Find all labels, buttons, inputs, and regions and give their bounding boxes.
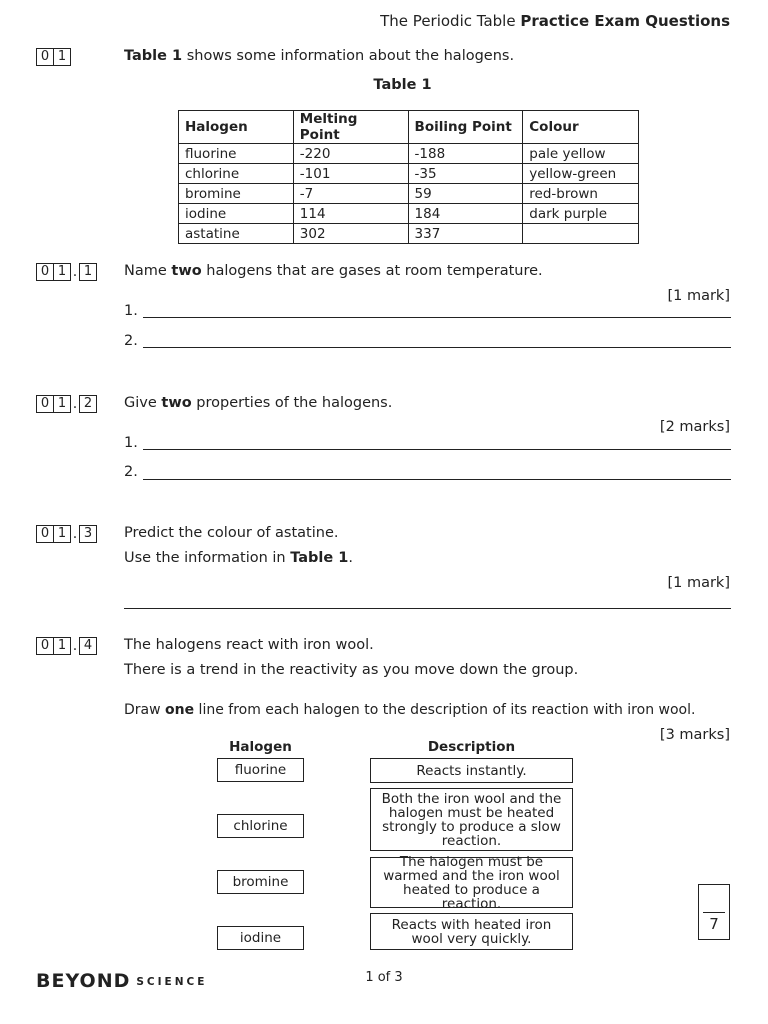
- table-cell: iodine: [179, 204, 294, 224]
- marks-label: [2 marks]: [659, 419, 730, 435]
- table-row: [179, 164, 639, 184]
- halogen-box-bromine[interactable]: bromine: [217, 870, 304, 894]
- description-box[interactable]: The halogen must be warmed and the iron wool heated to produce a reaction.: [370, 857, 573, 908]
- header-title: Practice Exam Questions: [520, 12, 730, 30]
- table-cell: [523, 224, 639, 244]
- table-cell: 184: [408, 204, 523, 224]
- table-cell: -35: [408, 164, 523, 184]
- answer-line[interactable]: [124, 608, 731, 609]
- table-header: Boiling Point: [408, 111, 523, 144]
- table-title: Table 1: [373, 77, 432, 93]
- marks-label: [1 mark]: [667, 288, 730, 304]
- table-cell: 337: [408, 224, 523, 244]
- question-01-3-text-2: Use the information in Table 1.: [124, 550, 353, 566]
- table-cell: pale yellow: [523, 144, 639, 164]
- table-cell: dark purple: [523, 204, 639, 224]
- halogen-box-iodine[interactable]: iodine: [217, 926, 304, 950]
- table-cell: -220: [293, 144, 408, 164]
- question-01-4-text-1: The halogens react with iron wool.: [124, 637, 374, 653]
- question-number-01: 0 1: [36, 48, 71, 66]
- answer-label: 2.: [124, 464, 138, 480]
- question-number-01-2: 0 1 . 2: [36, 395, 97, 413]
- answer-line-1[interactable]: [143, 317, 731, 318]
- marks-label: [3 marks]: [659, 727, 730, 743]
- table-cell: yellow-green: [523, 164, 639, 184]
- table-cell: bromine: [179, 184, 294, 204]
- table-cell: fluorine: [179, 144, 294, 164]
- table-cell: red-brown: [523, 184, 639, 204]
- header-subject: The Periodic Table: [380, 12, 516, 30]
- table-header: Melting Point: [293, 111, 408, 144]
- halogen-column-heading: Halogen: [229, 739, 292, 755]
- table-cell: 114: [293, 204, 408, 224]
- table-cell: chlorine: [179, 164, 294, 184]
- answer-label: 2.: [124, 333, 138, 349]
- question-number-01-1: 0 1 . 1: [36, 263, 97, 281]
- table-row: [179, 184, 639, 204]
- description-column-heading: Description: [427, 739, 516, 755]
- table-cell: -188: [408, 144, 523, 164]
- answer-line-2[interactable]: [143, 347, 731, 348]
- description-box[interactable]: Reacts instantly.: [370, 758, 573, 783]
- question-01-4-instruction: Draw one line from each halogen to the description of its reaction with iron wool.: [124, 702, 696, 718]
- question-01-1-text: Name two halogens that are gases at room temperature.: [124, 263, 543, 279]
- halogen-table: [178, 110, 639, 244]
- question-01-text: Table 1 shows some information about the halogens.: [124, 48, 515, 64]
- score-box[interactable]: [698, 884, 730, 940]
- description-box[interactable]: Both the iron wool and the halogen must be heated strongly to produce a slow reaction.: [370, 788, 573, 851]
- table-header: Halogen: [179, 111, 294, 144]
- question-01-4-text-2: There is a trend in the reactivity as you move down the group.: [124, 662, 579, 678]
- halogen-box-fluorine[interactable]: fluorine: [217, 758, 304, 782]
- page-number: 1 of 3: [365, 970, 403, 985]
- table-cell: astatine: [179, 224, 294, 244]
- question-number-01-4: 0 1 . 4: [36, 637, 97, 655]
- table-cell: -101: [293, 164, 408, 184]
- brand-logo: BEYOND SCIENCE: [36, 970, 208, 992]
- score-total: 7: [709, 915, 719, 933]
- table-cell: -7: [293, 184, 408, 204]
- table-cell: 59: [408, 184, 523, 204]
- marks-label: [1 mark]: [667, 575, 730, 591]
- table-row: [179, 144, 639, 164]
- answer-line-1[interactable]: [143, 449, 731, 450]
- table-header-row: [179, 111, 639, 144]
- description-box[interactable]: Reacts with heated iron wool very quickly.: [370, 913, 573, 950]
- halogen-box-chlorine[interactable]: chlorine: [217, 814, 304, 838]
- table-row: [179, 224, 639, 244]
- question-01-3-text: Predict the colour of astatine.: [124, 525, 339, 541]
- table-header: Colour: [523, 111, 639, 144]
- page-header: [380, 12, 730, 30]
- answer-label: 1.: [124, 303, 138, 319]
- table-cell: 302: [293, 224, 408, 244]
- answer-label: 1.: [124, 435, 138, 451]
- question-number-01-3: 0 1 . 3: [36, 525, 97, 543]
- answer-line-2[interactable]: [143, 479, 731, 480]
- table-row: [179, 204, 639, 224]
- question-01-2-text: Give two properties of the halogens.: [124, 395, 393, 411]
